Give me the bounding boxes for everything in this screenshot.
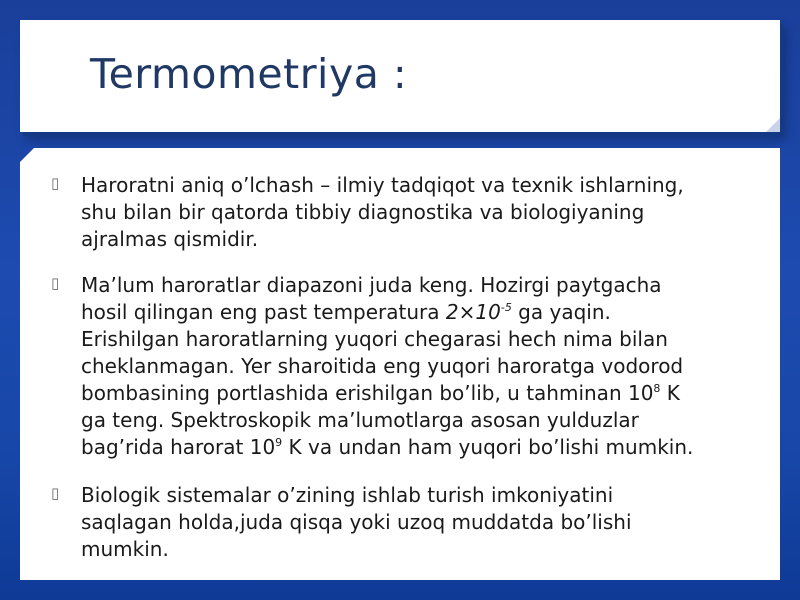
exponent: -5 bbox=[500, 301, 512, 314]
text-segment: K bbox=[660, 381, 680, 405]
bullet-line: cheklanmagan. Yer sharoitida eng yuqori haroratga vodorod bbox=[81, 354, 684, 378]
exponent: 8 bbox=[653, 382, 661, 395]
bullet-line: Erishilgan haroratlarning yuqori chegarasi hech nima bilan bbox=[81, 327, 668, 351]
bullet-line bbox=[81, 380, 761, 407]
bullet-text bbox=[81, 272, 761, 461]
bullet-marker-icon: ▯ bbox=[51, 274, 60, 292]
text-segment: ga yaqin. bbox=[511, 300, 611, 324]
bullet-line: mumkin. bbox=[81, 537, 169, 561]
bullet-line: ga teng. Spektroskopik ma’lumotlarga asosan yulduzlar bbox=[81, 408, 639, 432]
bullet-line: Ma’lum haroratlar diapazoni juda keng. Hozirgi paytgacha bbox=[81, 273, 662, 297]
text-segment: bombasining portlashida erishilgan bo’lib, u tahminan 10 bbox=[81, 381, 654, 405]
bullet-line: Haroratni aniq o’lchash – ilmiy tadqiqot va texnik ishlarning, bbox=[81, 173, 684, 197]
bullet-line bbox=[81, 434, 761, 461]
text-segment: bag’rida harorat 10 bbox=[81, 435, 276, 459]
content-panel bbox=[20, 148, 780, 580]
bullet-line: ajralmas qismidir. bbox=[81, 227, 259, 251]
title-panel bbox=[20, 20, 780, 132]
bullet-text bbox=[81, 482, 761, 563]
bullet-line: saqlagan holda,juda qisqa yoki uzoq muddatda bo’lishi bbox=[81, 510, 632, 534]
bullet-marker-icon: ▯ bbox=[51, 484, 60, 502]
bullet-marker-icon: ▯ bbox=[51, 174, 60, 192]
text-segment: hosil qilingan eng past temperatura bbox=[81, 300, 446, 324]
bullet-line: Biologik sistemalar o’zining ishlab turish imkoniyatini bbox=[81, 483, 614, 507]
title-panel-bevel bbox=[766, 118, 780, 132]
exponent: 9 bbox=[275, 436, 283, 449]
bullet-text bbox=[81, 172, 761, 253]
content-panel-corner bbox=[20, 148, 34, 162]
bullet-line bbox=[81, 299, 761, 326]
slide-title: Termometriya : bbox=[90, 50, 408, 98]
bullet-line: shu bilan bir qatorda tibbiy diagnostika va biologiyaning bbox=[81, 200, 645, 224]
lowest-temperature-value: $2\times 10^{-5}$ bbox=[445, 300, 512, 324]
text-segment: K va undan ham yuqori bo’lishi mumkin. bbox=[282, 435, 694, 459]
